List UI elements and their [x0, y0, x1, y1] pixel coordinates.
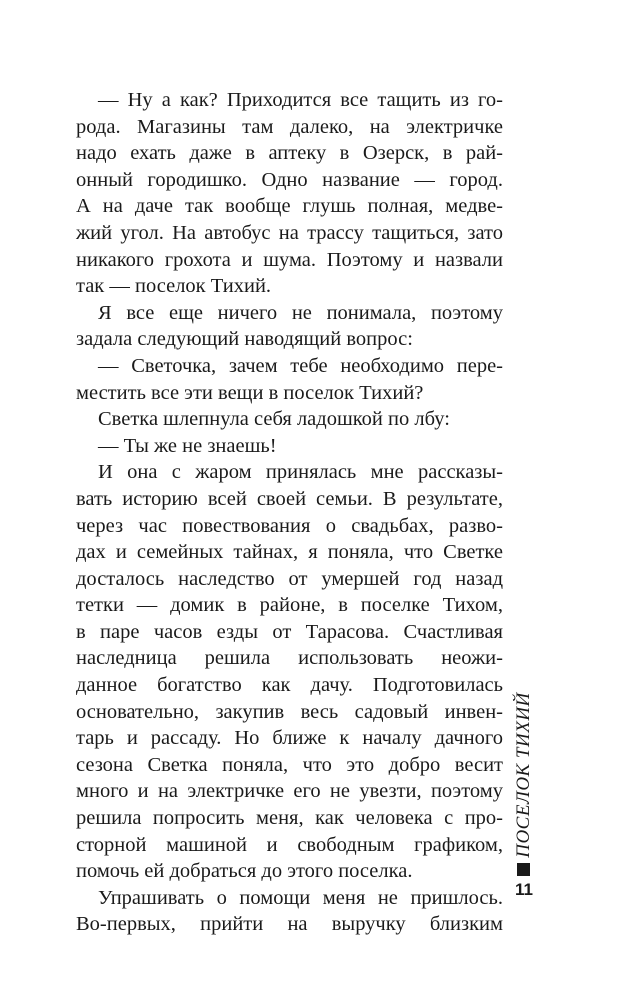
text-line: Светка шлепнула себя ладошкой по лбу: — [98, 408, 450, 431]
text-line: дах и семейных тайнах, я поняла, что Светке — [76, 541, 503, 564]
text-line: Я все еще ничего не понимала, поэтому — [98, 301, 503, 324]
text-line: рода. Магазины там далеко, на электричке — [76, 115, 503, 138]
text-line: И она с жаром принялась мне рассказы- — [98, 461, 503, 484]
text-line: много и на электричке его не увезти, поэтому — [76, 780, 503, 803]
text-line: надо ехать даже в аптеку в Озерск, в рай- — [76, 142, 503, 165]
text-line: досталось наследство от умершей год назад — [76, 567, 503, 590]
page-number: 11 — [515, 880, 533, 899]
text-line: — Светочка, зачем тебе необходимо пере- — [98, 354, 503, 377]
square-marker — [517, 863, 530, 876]
running-head-text: ПОСЕЛОК ТИХИЙ — [513, 692, 534, 858]
text-line: тетки — домик в районе, в поселке Тихом, — [76, 594, 503, 617]
text-line: задала следующий наводящий вопрос: — [76, 328, 413, 351]
text-line: через час повествования о свадьбах, разво- — [76, 514, 503, 537]
text-line: так — поселок Тихий. — [76, 275, 272, 298]
text-line: основательно, закупив весь садовый инвен- — [76, 700, 503, 723]
text-line: в паре часов езды от Тарасова. Счастливая — [76, 620, 503, 643]
text-line: — Ну а как? Приходится все тащить из го- — [98, 89, 503, 111]
text-line: тарь и рассаду. Но ближе к началу дачного — [76, 727, 503, 750]
text-line: решила попросить меня, как человека с про- — [76, 807, 503, 830]
text-line: онный городишко. Одно название — город. — [76, 168, 503, 191]
text-line: Упрашивать о помощи меня не пришлось. — [98, 886, 503, 909]
text-line: сезона Светка поняла, что это добро весит — [76, 753, 503, 776]
text-line: А на даче так вообще глушь полная, медве- — [76, 195, 503, 218]
text-line: местить все эти вещи в поселок Тихий? — [76, 381, 424, 404]
text-line: сторной машиной и свободным графиком, — [76, 833, 503, 856]
text-line: данное богатство как дачу. Подготовилась — [76, 674, 503, 697]
text-line: наследница решила использовать неожи- — [76, 647, 503, 670]
body-text — [76, 87, 503, 938]
text-line: жий угол. На автобус на трассу тащиться, зато — [76, 221, 503, 244]
text-line: помочь ей добраться до этого поселка. — [76, 860, 413, 883]
running-head — [504, 690, 544, 860]
text-line: вать историю всей своей семьи. В результате, — [76, 487, 503, 510]
text-line: — Ты же не знаешь! — [98, 434, 277, 457]
text-line: Во-первых, прийти на выручку близким — [76, 913, 503, 936]
text-line: никакого грохота и шума. Поэтому и назвали — [76, 248, 503, 271]
